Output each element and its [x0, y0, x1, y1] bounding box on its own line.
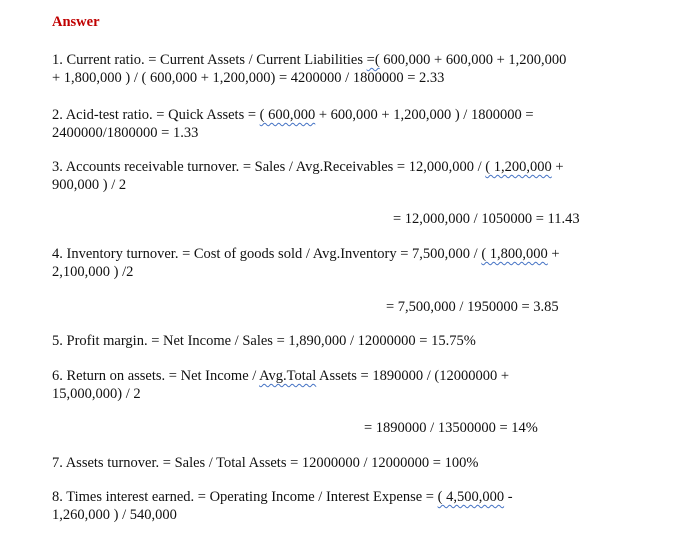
item-3-line-2: 900,000 ) / 2	[52, 177, 127, 193]
item-4-text: 4. Inventory turnover. = Cost of goods sold / Avg.Inventory = 7,500,000 /	[52, 246, 482, 262]
item-7-line-1: 7. Assets turnover. = Sales / Total Assets = 12000000 / 12000000 = 100%	[52, 455, 479, 471]
item-6-flagged-text: Avg.Total	[259, 368, 317, 384]
item-3-flagged-text: ( 1,200,000	[485, 159, 552, 175]
item-6-line-2: 15,000,000) / 2	[52, 386, 141, 402]
item-8-text: 8. Times interest earned. = Operating Income / Interest Expense =	[52, 489, 438, 505]
item-6-text-rest: Assets = 1890000 / (12000000 +	[316, 368, 510, 384]
item-4-line-2: 2,100,000 ) /2	[52, 264, 134, 280]
item-1-line-2: + 1,800,000 ) / ( 600,000 + 1,200,000) = 4200000 / 1800000 = 2.33	[52, 70, 445, 86]
item-2-line-1	[52, 106, 534, 125]
item-8-line-2: 1,260,000 ) / 540,000	[52, 507, 177, 523]
item-1-text-rest: 600,000 + 600,000 + 1,200,000	[379, 52, 567, 68]
item-4-flagged-text: ( 1,800,000	[481, 246, 548, 262]
item-4-result: = 7,500,000 / 1950000 = 3.85	[386, 299, 559, 315]
item-1-flagged-text: =(	[366, 52, 380, 68]
item-6-result: = 1890000 / 13500000 = 14%	[364, 420, 538, 436]
item-3-line-1	[52, 158, 564, 177]
item-2-flagged-text: ( 600,000	[259, 107, 316, 123]
item-3-text: 3. Accounts receivable turnover. = Sales / Avg.Receivables = 12,000,000 /	[52, 159, 486, 175]
item-8-line-1	[52, 488, 513, 507]
item-8-flagged-text: ( 4,500,000	[437, 489, 505, 505]
item-3-text-rest: +	[551, 159, 564, 175]
item-4-line-1	[52, 245, 560, 264]
item-6-text: 6. Return on assets. = Net Income /	[52, 368, 260, 384]
item-2-line-2: 2400000/1800000 = 1.33	[52, 125, 199, 141]
item-5-line-1: 5. Profit margin. = Net Income / Sales = 1,890,000 / 12000000 = 15.75%	[52, 333, 476, 349]
answer-heading: Answer	[52, 14, 100, 30]
item-8-text-rest: -	[504, 489, 513, 505]
item-1-line-1	[52, 51, 566, 70]
item-2-text-rest: + 600,000 + 1,200,000 ) / 1800000 =	[315, 107, 534, 123]
item-2-text: 2. Acid-test ratio. = Quick Assets =	[52, 107, 260, 123]
item-6-line-1	[52, 367, 509, 386]
item-1-text: 1. Current ratio. = Current Assets / Current Liabilities	[52, 52, 367, 68]
item-3-result: = 12,000,000 / 1050000 = 11.43	[393, 211, 580, 227]
item-4-text-rest: +	[547, 246, 560, 262]
